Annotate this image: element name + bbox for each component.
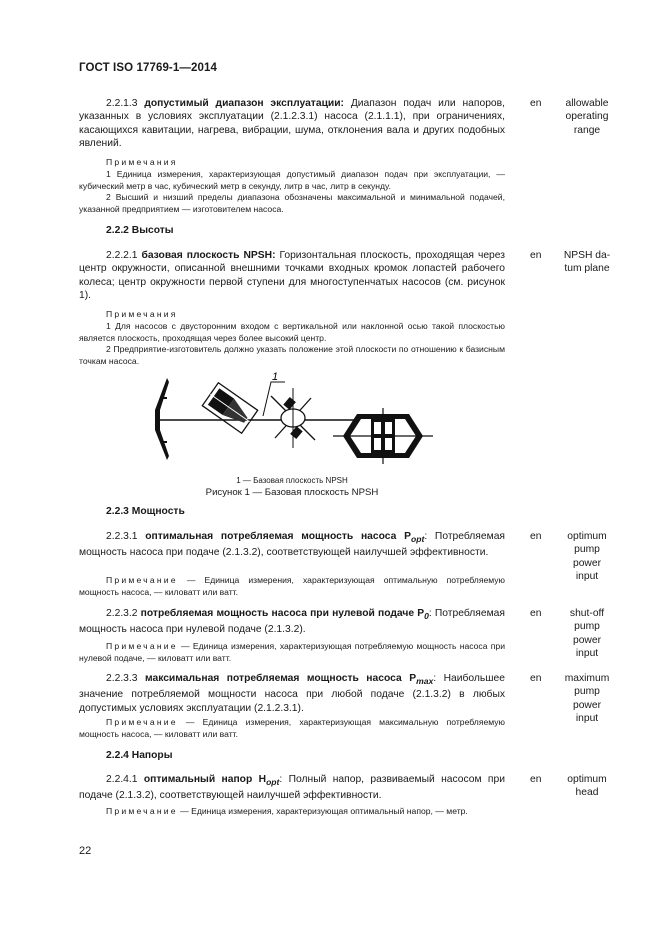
term-definition: : Потребляемая мощность насоса при нулевой подаче (2.1.3.2). [79,608,505,636]
figure-caption: Рисунок 1 — Базовая плоскость NPSH [205,487,379,498]
note-2: 2 Высший и низший пределы диапазона обозначены максимальной и минимальной подачей, указанной предприятием — изготовителем насоса. [79,192,505,215]
notes-heading: Примечания [106,157,178,167]
term-definition: : Наибольшее значение потребляемой мощности насоса при любой подаче (2.1.3.2) в любых допустимых условиях эксплуатации (2.1.2.3.1). [79,673,505,714]
notes-block [79,157,505,216]
english-term: allowable operating range [565,98,609,136]
lang-code: en [530,250,542,261]
impeller-left [155,378,169,460]
note-block: Примечание — Единица измерения, характеризующая потребляемую мощность насоса при нулевой подаче, — киловатт или ватт. [79,641,505,663]
impeller-double-suction [333,408,433,464]
lang-code: en [530,531,542,542]
lang-code: en [530,673,542,684]
section-heading: 2.2.4 Напоры [106,750,173,761]
impeller-cross [271,388,315,448]
lang-code: en [530,608,542,619]
term-definition: Диапазон подач или напоров, указанных в условиях эксплуатации (2.1.2.3.1) насоса (2.1.1.1), при ограничениях, касающихся кавитации, нагрева, вибрации, шума, отклонения вала и других подобных явлений. [79,98,505,149]
term-name: оптимальный напор $H_{opt}$ [143,774,280,788]
note-1: 1 Для насосов с двусторонним входом с вертикальной или наклонной осью такой плоскостью является плоскость, проходящая через более высокий центр. [79,320,505,343]
note-block: Примечание — Единица измерения, характеризующая максимальную потребляемую мощность насоса, — киловатт или ватт. [79,717,505,739]
term-definition: : Полный напор, развиваемый насосом при подаче (2.1.3.2), соответствующей наилучшей эффективности. [79,774,505,802]
clause-2-2-4-1: 2.2.4.1 оптимальный напор $H_{opt}$: Полный напор, развиваемый насосом при подаче (2.1.3.2), соответствующей наилучшей эффективности. [79,774,505,802]
term-definition: : Потребляемая мощность насоса при подаче (2.1.3.2), соответствующей наилучшей эффективности. [79,531,505,559]
english-term: shut-off pump power input [569,608,605,659]
term-name: допустимый диапазон эксплуатации: [144,98,344,109]
english-term: optimum pump power input [567,531,607,582]
npsh-datum-plane-figure [145,368,445,473]
notes-block [79,309,505,368]
clause-2-2-3-1: 2.2.3.1 оптимальная потребляемая мощность насоса $P_{opt}$: Потребляемая мощность насоса при подаче (2.1.3.2), соответствующей наилучшей эффективности. [79,531,505,559]
lang-code: en [530,774,542,785]
clause-2-2-3-3: 2.2.3.3 максимальная потребляемая мощность насоса $P_{max}$: Наибольшее значение потребляемой мощности насоса при любой подаче (2.1.3.2) в любых допустимых условиях эксплуатации (2.1.2.3.1). [79,673,505,714]
figure-label-1: 1 [272,371,279,383]
section-heading: 2.2.2 Высоты [106,225,174,236]
term-name: максимальная потребляемая мощность насоса $P_{max}$ [144,673,434,687]
page-number: 22 [79,845,92,857]
note-2: 2 Предприятие-изготовитель должно указать положение этой плоскости по отношению к базисным точкам насоса. [79,344,505,367]
note-heading: Примечание [106,641,178,651]
note-block: Примечание — Единица измерения, характеризующая оптимальную потребляемую мощность насоса, — киловатт или ватт. [79,575,505,597]
lang-code: en [530,98,542,109]
figure-legend: 1 — Базовая плоскость NPSH [236,476,348,485]
document-header: ГОСТ ISO 17769-1—2014 [79,62,217,74]
notes-heading: Примечания [106,309,178,319]
english-term: NPSH da- tum plane [563,250,611,275]
note-heading: Примечание [106,575,178,585]
note-heading: Примечание [106,717,178,727]
english-term: maximum pump power input [564,673,610,724]
note-block: Примечание — Единица измерения, характеризующая оптимальный напор, — метр. [106,806,468,816]
term-name: потребляемая мощность насоса при нулевой подаче $P_0$ [140,608,429,622]
clause-number: 2.2.2.1 [106,250,138,261]
term-definition: Горизонтальная плоскость, проходящая через центр окружности, описанной внешними точками входных кромок лопастей рабочего колеса; центр окружности первой ступени для многоступенчатых насосов (см. рисунок 1). [79,250,505,301]
impeller-inclined [202,383,257,433]
term-name: базовая плоскость NPSH: [141,250,276,261]
note-1: 1 Единица измерения, характеризующая допустимый диапазон подач при эксплуатации, — кубический метр в час, кубический метр в секунду, литр в час, литр в секунду. [79,168,505,191]
term-name: оптимальная потребляемая мощность насоса $P_{opt}$ [145,531,425,545]
clause-number: 2.2.1.3 [106,98,138,109]
clause-2-2-1-3 [79,97,505,150]
clause-2-2-2-1 [79,249,505,302]
clause-2-2-3-2: 2.2.3.2 потребляемая мощность насоса при нулевой подаче $P_0$: Потребляемая мощность насоса при нулевой подаче (2.1.3.2). [79,608,505,636]
english-term: optimum head [567,774,607,799]
section-heading: 2.2.3 Мощность [106,506,185,517]
note-heading: Примечание [106,806,178,816]
